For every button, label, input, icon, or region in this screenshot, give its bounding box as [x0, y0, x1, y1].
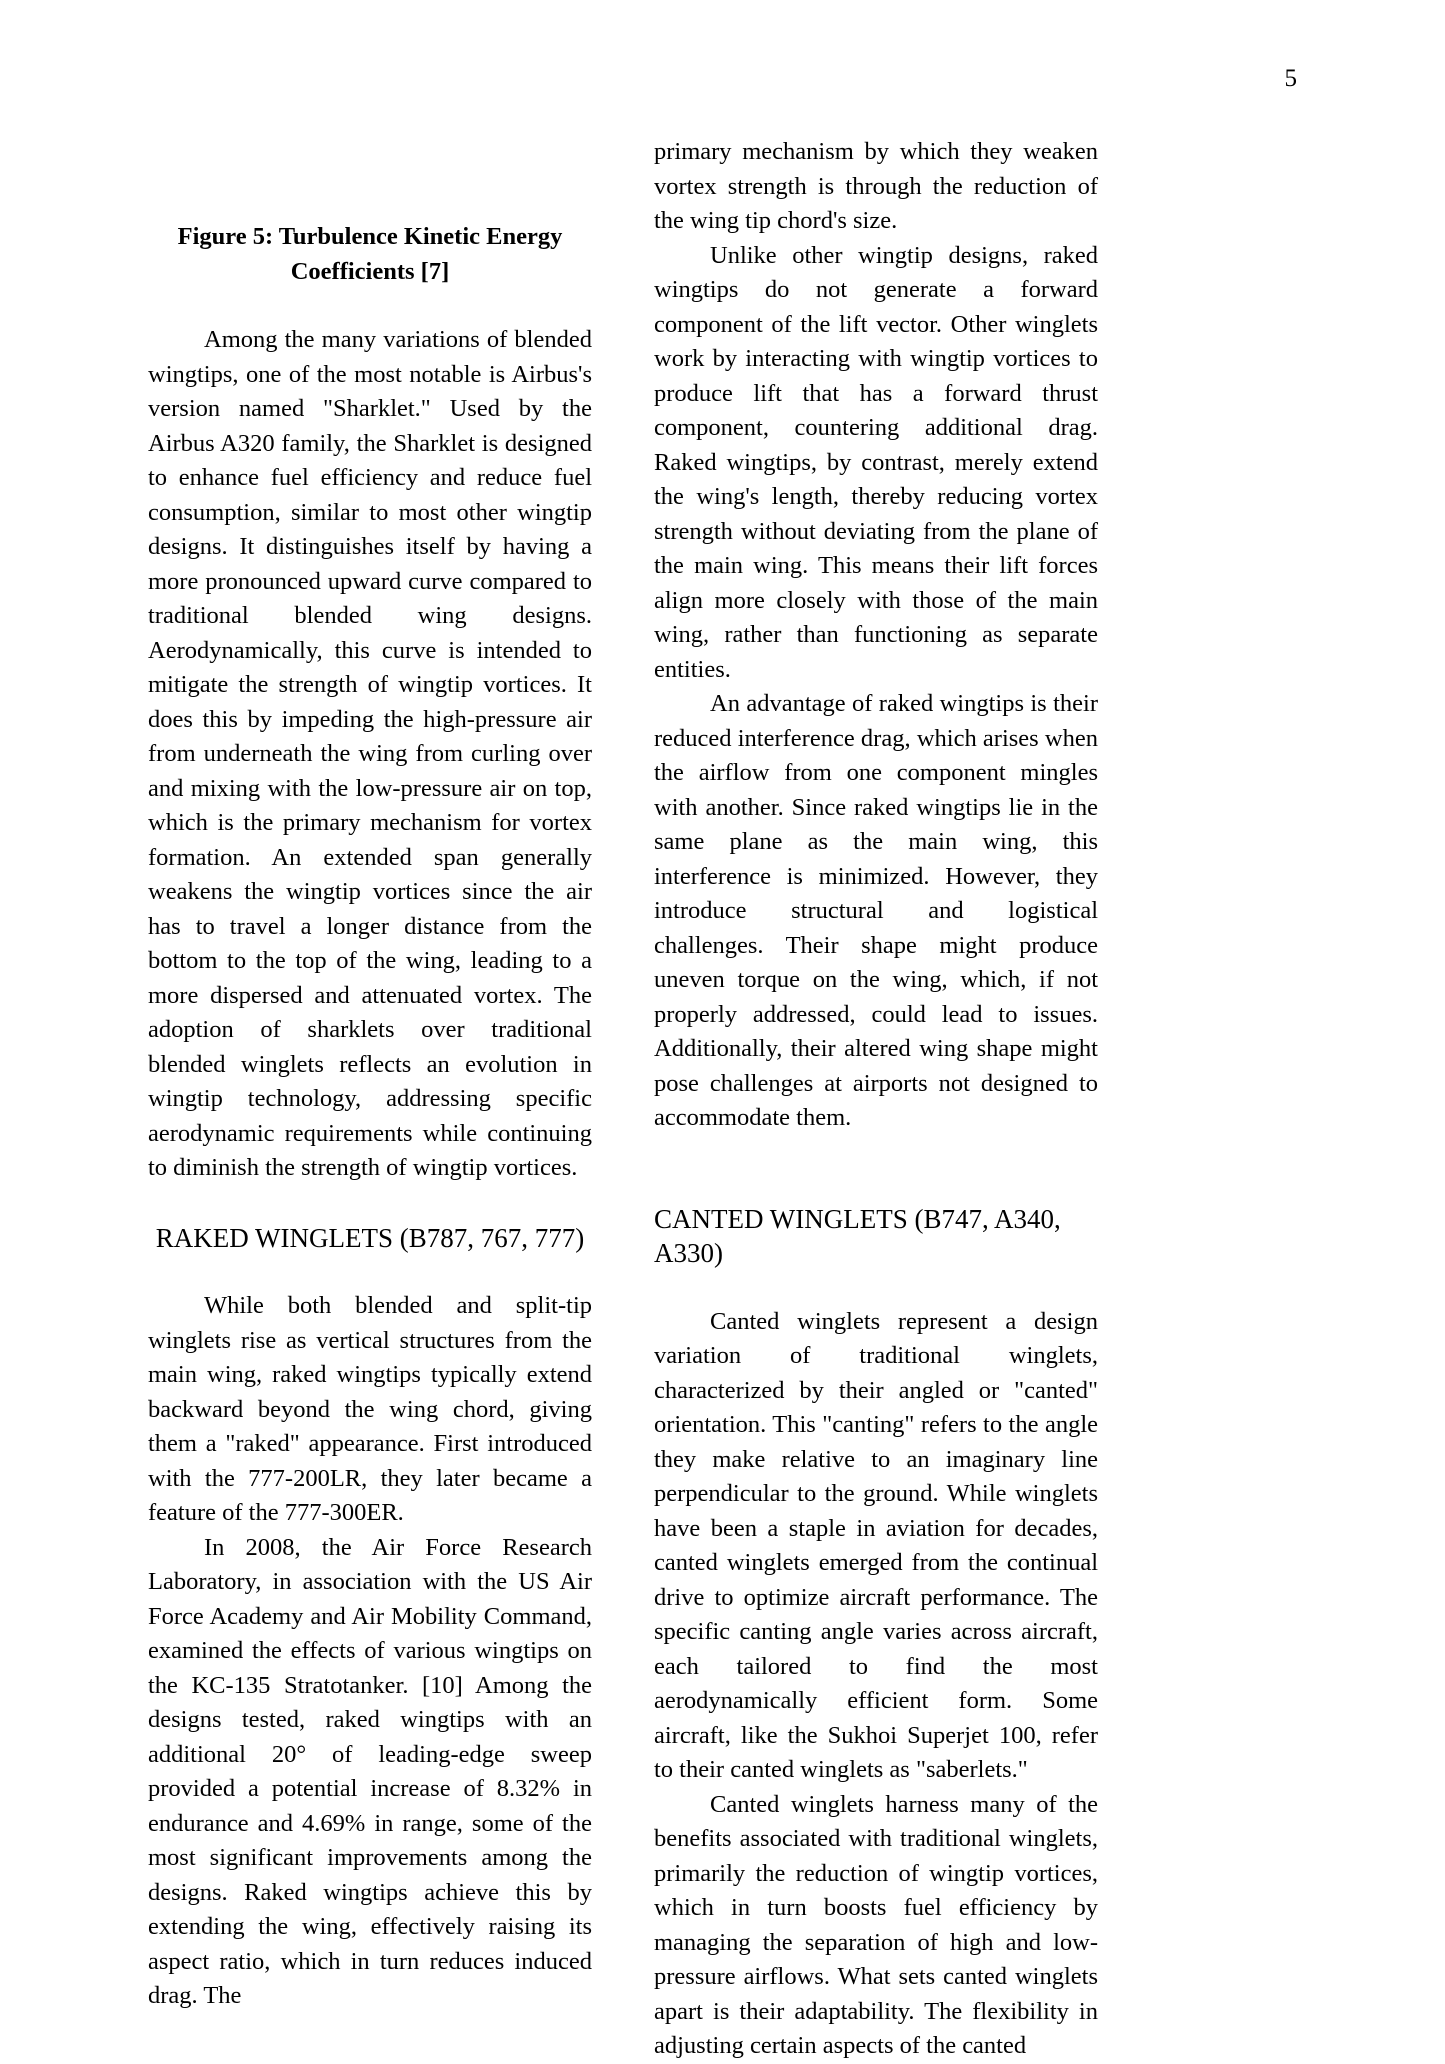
left-column — [148, 135, 592, 2014]
section-heading-raked-winglets: RAKED WINGLETS (B787, 767, 777) — [155, 1222, 585, 1253]
right-column — [654, 135, 1098, 2064]
spacer-before-heading — [148, 1186, 592, 1221]
figure-caption: Figure 5: Turbulence Kinetic Energy Coefficients [7] — [177, 223, 563, 285]
left-paragraph-1: Among the many variations of blended wingtips, one of the most notable is Airbus's version named "Sharklet." Used by the Airbus A320 family, the Sharklet is designed to enhance fuel efficiency and reduce fuel consumption, similar to most other wingtip designs. It distinguishes itself by having a more pronounced upward curve compared to traditional blended wing designs. Aerodynamically, this curve is intended to mitigate the strength of wingtip vortices. It does this by impeding the high-pressure air from underneath the wing from curling over and mixing with the low-pressure air on top, which is the primary mechanism for vortex formation. An extended span generally weakens the wingtip vortices since the air has to travel a longer distance from the bottom to the top of the wing, leading to a more dispersed and attenuated vortex. The adoption of sharklets over traditional blended winglets reflects an evolution in wingtip technology, addressing specific aerodynamic requirements while continuing to diminish the strength of wingtip vortices. — [148, 326, 592, 1181]
left-paragraph-3: In 2008, the Air Force Research Laboratory, in association with the US Air Force Academy and Air Mobility Command, examined the effects of various wingtips on the KC-135 Stratotanker. [10] Among the designs tested, raked wingtips with an additional 20° of leading-edge sweep provided a potential increase of 8.32% in endurance and 4.69% in range, some of the most significant improvements among the designs. Raked wingtips achieve this by extending the wing, effectively raising its aspect ratio, which in turn reduces induced drag. The — [148, 1533, 592, 2009]
right-paragraph-4: Canted winglets represent a design variation of traditional winglets, characterized by their angled or "canted" orientation. This "canting" refers to the angle they make relative to an imaginary line perpendicular to the ground. While winglets have been a staple in aviation for decades, canted winglets emerged from the continual drive to optimize aircraft performance. The specific canting angle varies across aircraft, each tailored to find the most aerodynamically efficient form. Some aircraft, like the Sukhoi Superjet 100, refer to their canted winglets as "saberlets." — [654, 1307, 1098, 1783]
spacer-after-heading — [148, 1255, 592, 1289]
figure-placeholder-spacer — [148, 135, 592, 220]
right-paragraph-5: Canted winglets harness many of the benefits associated with traditional winglets, primarily the reduction of wingtip vortices, which in turn boosts fuel efficiency by managing the separation of high and low-pressure airflows. What sets canted winglets apart is their adaptability. The flexibility in adjusting certain aspects of the canted — [654, 1790, 1098, 2059]
right-paragraph-3: An advantage of raked wingtips is their reduced interference drag, which arises when the airflow from one component mingles with another. Since raked wingtips lie in the same plane as the main wing, this interference is minimized. However, they introduce structural and logistical challenges. Their shape might produce uneven torque on the wing, which, if not properly addressed, could lead to issues. Additionally, their altered wing shape might pose challenges at airports not designed to accommodate them. — [654, 690, 1098, 1131]
spacer-before-heading-canted — [654, 1136, 1098, 1202]
spacer-after-heading-canted — [654, 1271, 1098, 1305]
section-heading-canted-winglets: CANTED WINGLETS (B747, A340, A330) — [654, 1203, 1061, 1268]
spacer-after-caption — [148, 289, 592, 323]
right-paragraph-2: Unlike other wingtip designs, raked wingtips do not generate a forward component of the lift vector. Other winglets work by interacting with wingtip vortices to produce lift that has a forward thrust component, countering additional drag. Raked wingtips, by contrast, merely extend the wing's length, thereby reducing vortex strength without deviating from the plane of the main wing. This means their lift forces align more closely with those of the main wing, rather than functioning as separate entities. — [654, 241, 1098, 683]
two-column-body — [148, 135, 1298, 2064]
page-number: 5 — [1284, 65, 1297, 92]
left-paragraph-2: While both blended and split-tip winglets rise as vertical structures from the main wing, raked wingtips typically extend backward beyond the wing chord, giving them a "raked" appearance. First introduced with the 777-200LR, they later became a feature of the 777-300ER. — [148, 1292, 592, 1526]
right-paragraph-1: primary mechanism by which they weaken vortex strength is through the reduction of the wing tip chord's size. — [654, 138, 1098, 234]
